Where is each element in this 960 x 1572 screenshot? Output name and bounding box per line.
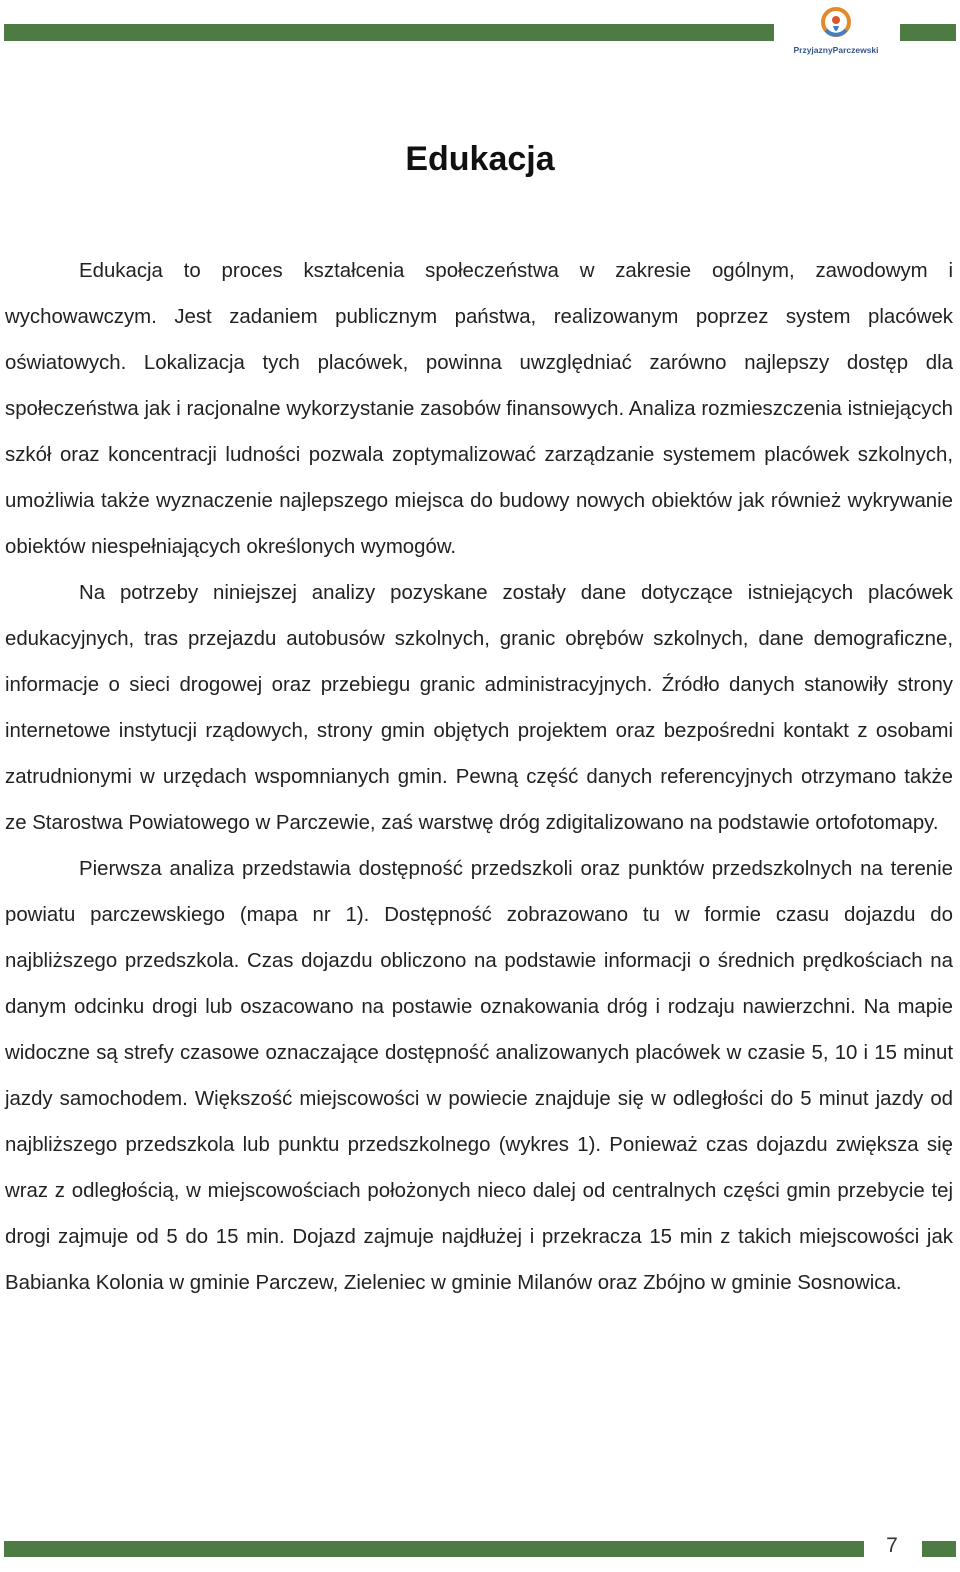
document-body [5, 248, 953, 1306]
header-bar-right [900, 24, 956, 41]
logo-text: PrzyjaznyParczewski [793, 45, 879, 55]
page-title: Edukacja [405, 140, 555, 178]
page-number: 7 [886, 1534, 898, 1557]
paragraph-analysis: Pierwsza analiza przedstawia dostępność przedszkoli oraz punktów przedszkolnych na terenie powiatu parczewskiego (mapa nr 1). Dostępność zobrazowano tu w formie czasu dojazdu do najbliższego przedszkola. Czas dojazdu obliczono na podstawie informacji o średnich prędkościach na danym odcinku drogi lub oszacowano na postawie oznakowania dróg i rodzaju nawierzchni. Na mapie widoczne są strefy czasowe oznaczające dostępność analizowanych placówek w czasie 5, 10 i 15 minut jazdy samochodem. Większość miejscowości w powiecie znajduje się w odległości do 5 minut jazdy od najbliższego przedszkola lub punktu przedszkolnego (wykres 1). Ponieważ czas dojazdu zwiększa się wraz z odległością, w miejscowościach położonych nieco dalej od centralnych części gmin przebycie tej drogi zajmuje od 5 do 15 min. Dojazd zajmuje najdłużej i przekracza 15 min z takich miejscowości jak Babianka Kolonia w gminie Parczew, Zieleniec w gminie Milanów oraz Zbójno w gminie Sosnowica. [5, 858, 953, 1294]
paragraph-data-sources: Na potrzeby niniejszej analizy pozyskane zostały dane dotyczące istniejących placówek edukacyjnych, tras przejazdu autobusów szkolnych, granic obrębów szkolnych, dane demograficzne, informacje o sieci drogowej oraz przebiegu granic administracyjnych. Źródło danych stanowiły strony internetowe instytucji rządowych, strony gmin objętych projektem oraz bezpośredni kontakt z osobami zatrudnionymi w urzędach wspomnianych gmin. Pewną część danych referencyjnych otrzymano także ze Starostwa Powiatowego w Parczewie, zaś warstwę dróg zdigitalizowano na podstawie ortofotomapy. [5, 582, 953, 834]
przyjazny-parczewski-logo [790, 4, 882, 54]
header-bar-left [4, 24, 774, 41]
paragraph-intro: Edukacja to proces kształcenia społeczeństwa w zakresie ogólnym, zawodowym i wychowawczym. Jest zadaniem publicznym państwa, realizowanym poprzez system placówek oświatowych. Lokalizacja tych placówek, powinna uwzględniać zarówno najlepszy dostęp dla społeczeństwa jak i racjonalne wykorzystanie zasobów finansowych. Analiza rozmieszczenia istniejących szkół oraz koncentracji ludności pozwala zoptymalizować zarządzanie systemem placówek szkolnych, umożliwia także wyznaczenie najlepszego miejsca do budowy nowych obiektów jak również wykrywanie obiektów niespełniających określonych wymogów. [5, 260, 953, 558]
footer-bar-left [4, 1541, 864, 1557]
logo-emblem-icon [818, 4, 854, 44]
footer-bar-right [922, 1541, 956, 1557]
